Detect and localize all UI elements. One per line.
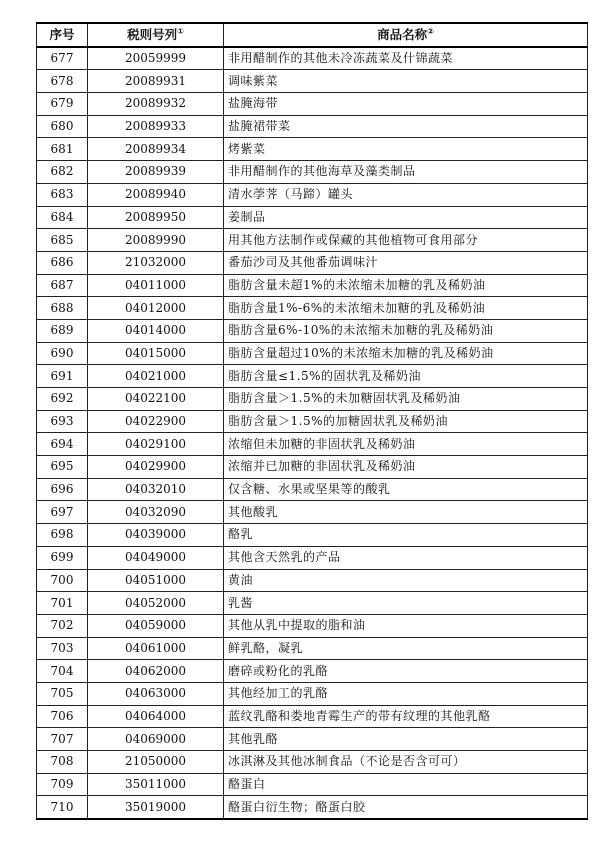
cell-code: 04061000 — [88, 637, 224, 660]
table-row — [37, 319, 588, 342]
header-name — [224, 23, 588, 47]
table-row — [37, 251, 588, 274]
cell-name: 脂肪含量≤1.5%的固状乳及稀奶油 — [224, 365, 588, 388]
cell-seq: 692 — [37, 388, 88, 411]
cell-name: 脂肪含量＞1.5%的未加糖固状乳及稀奶油 — [224, 388, 588, 411]
cell-seq: 677 — [37, 47, 88, 70]
table-body — [37, 47, 588, 819]
cell-seq: 690 — [37, 342, 88, 365]
cell-seq: 710 — [37, 796, 88, 819]
table-row — [37, 93, 588, 116]
table-row — [37, 206, 588, 229]
cell-code: 04059000 — [88, 614, 224, 637]
cell-code: 35019000 — [88, 796, 224, 819]
cell-code: 20089990 — [88, 229, 224, 252]
table-row — [37, 365, 588, 388]
header-row — [37, 23, 588, 47]
cell-seq: 705 — [37, 682, 88, 705]
cell-seq: 701 — [37, 592, 88, 615]
cell-name: 蓝纹乳酪和娄地青霉生产的带有纹理的其他乳酪 — [224, 705, 588, 728]
cell-seq: 695 — [37, 456, 88, 479]
table-row — [37, 297, 588, 320]
cell-code: 04032010 — [88, 478, 224, 501]
header-name-label: 商品名称 — [377, 27, 428, 43]
tariff-table — [36, 22, 588, 820]
cell-name: 其他从乳中提取的脂和油 — [224, 614, 588, 637]
table-row — [37, 456, 588, 479]
cell-name: 黄油 — [224, 569, 588, 592]
cell-seq: 709 — [37, 773, 88, 796]
cell-name: 磨碎或粉化的乳酪 — [224, 660, 588, 683]
table-row — [37, 47, 588, 70]
cell-seq: 691 — [37, 365, 88, 388]
cell-seq: 678 — [37, 70, 88, 93]
cell-name: 脂肪含量6%-10%的未浓缩未加糖的乳及稀奶油 — [224, 319, 588, 342]
cell-name: 其他含天然乳的产品 — [224, 546, 588, 569]
cell-name: 酪乳 — [224, 524, 588, 547]
cell-code: 20089932 — [88, 93, 224, 116]
header-code-label: 税则号列 — [127, 27, 178, 43]
cell-code: 21050000 — [88, 751, 224, 774]
cell-name: 调味紫菜 — [224, 70, 588, 93]
table-row — [37, 388, 588, 411]
table-header — [37, 23, 588, 47]
cell-seq: 708 — [37, 751, 88, 774]
table-row — [37, 796, 588, 819]
table-row — [37, 705, 588, 728]
cell-seq: 684 — [37, 206, 88, 229]
cell-name: 仅含糖、水果或坚果等的酸乳 — [224, 478, 588, 501]
table-row — [37, 592, 588, 615]
cell-name: 脂肪含量未超1%的未浓缩未加糖的乳及稀奶油 — [224, 274, 588, 297]
cell-name: 冰淇淋及其他冰制食品（不论是否含可可） — [224, 751, 588, 774]
table-row — [37, 637, 588, 660]
table-row — [37, 751, 588, 774]
cell-seq: 688 — [37, 297, 88, 320]
cell-name: 其他经加工的乳酪 — [224, 682, 588, 705]
cell-name: 非用醋制作的其他海草及藻类制品 — [224, 161, 588, 184]
cell-name: 脂肪含量＞1.5%的加糖固状乳及稀奶油 — [224, 410, 588, 433]
cell-name: 脂肪含量超过10%的未浓缩未加糖的乳及稀奶油 — [224, 342, 588, 365]
document-page — [36, 22, 587, 820]
cell-name: 其他乳酪 — [224, 728, 588, 751]
cell-name: 清水荸荠（马蹄）罐头 — [224, 183, 588, 206]
table-row — [37, 501, 588, 524]
table-row — [37, 569, 588, 592]
cell-name: 浓缩并已加糖的非固状乳及稀奶油 — [224, 456, 588, 479]
table-row — [37, 410, 588, 433]
cell-code: 04022100 — [88, 388, 224, 411]
cell-seq: 697 — [37, 501, 88, 524]
cell-seq: 700 — [37, 569, 88, 592]
cell-seq: 703 — [37, 637, 88, 660]
cell-seq: 679 — [37, 93, 88, 116]
table-row — [37, 115, 588, 138]
table-row — [37, 546, 588, 569]
cell-name: 浓缩但未加糖的非固状乳及稀奶油 — [224, 433, 588, 456]
table-row — [37, 183, 588, 206]
cell-code: 04051000 — [88, 569, 224, 592]
cell-code: 04069000 — [88, 728, 224, 751]
cell-code: 20089933 — [88, 115, 224, 138]
table-row — [37, 433, 588, 456]
cell-code: 20089940 — [88, 183, 224, 206]
cell-name: 乳酱 — [224, 592, 588, 615]
cell-seq: 685 — [37, 229, 88, 252]
cell-seq: 698 — [37, 524, 88, 547]
cell-code: 04021000 — [88, 365, 224, 388]
cell-code: 04022900 — [88, 410, 224, 433]
cell-name: 酪蛋白衍生物；酪蛋白胶 — [224, 796, 588, 819]
cell-seq: 694 — [37, 433, 88, 456]
cell-code: 20089939 — [88, 161, 224, 184]
table-row — [37, 229, 588, 252]
table-row — [37, 728, 588, 751]
cell-seq: 680 — [37, 115, 88, 138]
cell-code: 20059999 — [88, 47, 224, 70]
cell-name: 脂肪含量1%-6%的未浓缩未加糖的乳及稀奶油 — [224, 297, 588, 320]
header-seq: 序号 — [37, 23, 88, 47]
cell-name: 其他酸乳 — [224, 501, 588, 524]
cell-seq: 706 — [37, 705, 88, 728]
table-row — [37, 70, 588, 93]
table-row — [37, 274, 588, 297]
cell-code: 21032000 — [88, 251, 224, 274]
cell-seq: 702 — [37, 614, 88, 637]
cell-code: 04062000 — [88, 660, 224, 683]
cell-code: 20089950 — [88, 206, 224, 229]
cell-name: 非用醋制作的其他未冷冻蔬菜及什锦蔬菜 — [224, 47, 588, 70]
header-code-footnote: ① — [177, 27, 184, 37]
cell-name: 用其他方法制作或保藏的其他植物可食用部分 — [224, 229, 588, 252]
table-row — [37, 524, 588, 547]
cell-name: 鲜乳酪，凝乳 — [224, 637, 588, 660]
cell-name: 酪蛋白 — [224, 773, 588, 796]
cell-name: 姜制品 — [224, 206, 588, 229]
cell-code: 04032090 — [88, 501, 224, 524]
cell-name: 盐腌裙带菜 — [224, 115, 588, 138]
cell-seq: 707 — [37, 728, 88, 751]
cell-code: 35011000 — [88, 773, 224, 796]
cell-code: 04015000 — [88, 342, 224, 365]
table-row — [37, 660, 588, 683]
cell-code: 04029900 — [88, 456, 224, 479]
cell-name: 烤紫菜 — [224, 138, 588, 161]
cell-seq: 704 — [37, 660, 88, 683]
cell-code: 04049000 — [88, 546, 224, 569]
cell-code: 04012000 — [88, 297, 224, 320]
cell-seq: 687 — [37, 274, 88, 297]
cell-name: 番茄沙司及其他番茄调味汁 — [224, 251, 588, 274]
cell-seq: 689 — [37, 319, 88, 342]
cell-seq: 682 — [37, 161, 88, 184]
cell-name: 盐腌海带 — [224, 93, 588, 116]
cell-code: 04039000 — [88, 524, 224, 547]
table-row — [37, 138, 588, 161]
cell-seq: 686 — [37, 251, 88, 274]
header-code — [88, 23, 224, 47]
cell-seq: 683 — [37, 183, 88, 206]
cell-seq: 699 — [37, 546, 88, 569]
cell-seq: 696 — [37, 478, 88, 501]
cell-code: 04064000 — [88, 705, 224, 728]
table-row — [37, 614, 588, 637]
table-row — [37, 342, 588, 365]
table-row — [37, 478, 588, 501]
cell-code: 20089934 — [88, 138, 224, 161]
cell-code: 04011000 — [88, 274, 224, 297]
table-row — [37, 161, 588, 184]
table-row — [37, 773, 588, 796]
cell-code: 04052000 — [88, 592, 224, 615]
cell-code: 04014000 — [88, 319, 224, 342]
cell-code: 20089931 — [88, 70, 224, 93]
cell-seq: 693 — [37, 410, 88, 433]
table-row — [37, 682, 588, 705]
cell-code: 04063000 — [88, 682, 224, 705]
cell-code: 04029100 — [88, 433, 224, 456]
cell-seq: 681 — [37, 138, 88, 161]
header-name-footnote: ② — [427, 27, 434, 37]
